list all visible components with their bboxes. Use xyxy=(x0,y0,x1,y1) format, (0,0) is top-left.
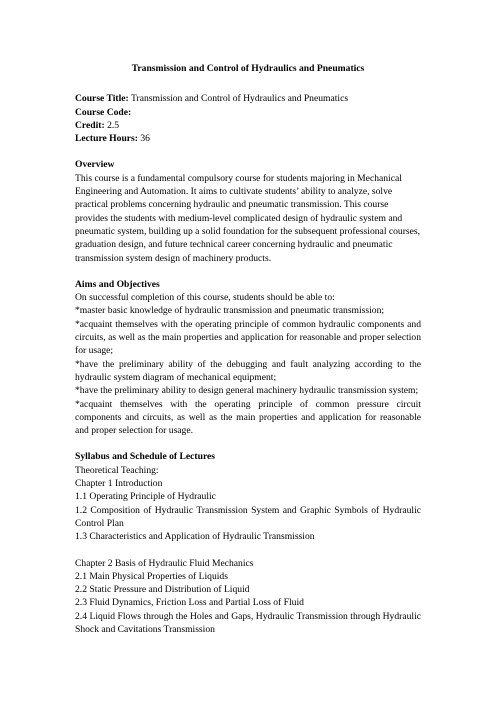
lecture-hours-value: 36 xyxy=(140,133,150,145)
credit-value: 2.5 xyxy=(107,119,120,131)
credit-label: Credit: xyxy=(75,119,105,131)
course-code-line xyxy=(75,106,421,119)
course-code-label: Course Code: xyxy=(75,106,132,118)
lecture-hours-label: Lecture Hours: xyxy=(75,133,138,145)
chapter-2-item-4: 2.4 Liquid Flows through the Holes and Gaps, Hydraulic Transmission through Hydraulic Shock and Cavitations Transmission xyxy=(75,610,421,635)
chapter-2-item-3: 2.3 Fluid Dynamics, Friction Loss and Partial Loss of Fluid xyxy=(75,597,304,609)
aims-item-2: *acquaint themselves with the operating principle of common hydraulic components and circuits, as well as the main properties and application for reasonable and proper selection for usage; xyxy=(75,318,421,357)
course-title-line xyxy=(75,92,421,105)
chapter-2-item-1: 2.1 Main Physical Properties of Liquids xyxy=(75,570,228,582)
chapter-1-item-1: 1.1 Operating Principle of Hydraulic xyxy=(75,491,216,503)
course-title-label: Course Title: xyxy=(75,93,129,105)
aims-item-1: *master basic knowledge of hydraulic transmission and pneumatic transmission; xyxy=(75,305,385,317)
course-title-value: Transmission and Control of Hydraulics and Pneumatics xyxy=(130,93,349,105)
aims-item-5: *acquaint themselves with the operating principle of common pressure circuit components and circuits, as well as the main properties and application for reasonable and proper selection for usage. xyxy=(75,398,421,437)
syllabus-subheading: Theoretical Teaching: xyxy=(75,464,159,476)
chapter-1-title: Chapter 1 Introduction xyxy=(75,478,163,490)
document-title: Transmission and Control of Hydraulics and Pneumatics xyxy=(131,63,365,74)
credit-line xyxy=(75,119,421,132)
chapter-2-item-2: 2.2 Static Pressure and Distribution of Liquid xyxy=(75,584,250,596)
aims-item-4: *have the preliminary ability to design general machinery hydraulic transmission system; xyxy=(75,385,419,397)
aims-intro: On successful completion of this course, students should be able to: xyxy=(75,292,335,304)
syllabus-heading: Syllabus and Schedule of Lectures xyxy=(75,451,216,463)
lecture-hours-line xyxy=(75,132,421,145)
aims-heading: Aims and Objectives xyxy=(75,278,160,290)
chapter-2-title: Chapter 2 Basis of Hydraulic Fluid Mechanics xyxy=(75,557,254,569)
overview-heading: Overview xyxy=(75,159,115,171)
document-page xyxy=(75,62,421,636)
aims-item-3: *have the preliminary ability of the debugging and fault analyzing according to the hydraulic system diagram of mechanical equipment; xyxy=(75,358,421,383)
chapter-1-item-2: 1.2 Composition of Hydraulic Transmission System and Graphic Symbols of Hydraulic Control Plan xyxy=(75,504,421,529)
overview-text: This course is a fundamental compulsory course for students majoring in Mechanical Engineering and Automation. It aims to cultivate students’ ability to analyze, solve practical problems concerning hydraulic and pneumatic transmission. This course provides the students with medium-level complicated design of hydraulic system and pneumatic system, building up a solid foundation for the subsequent professional courses, graduation design, and future technical career concerning hydraulic and pneumatic transmission system design of machinery products. xyxy=(75,172,421,264)
chapter-1-item-3: 1.3 Characteristics and Application of Hydraulic Transmission xyxy=(75,531,315,543)
